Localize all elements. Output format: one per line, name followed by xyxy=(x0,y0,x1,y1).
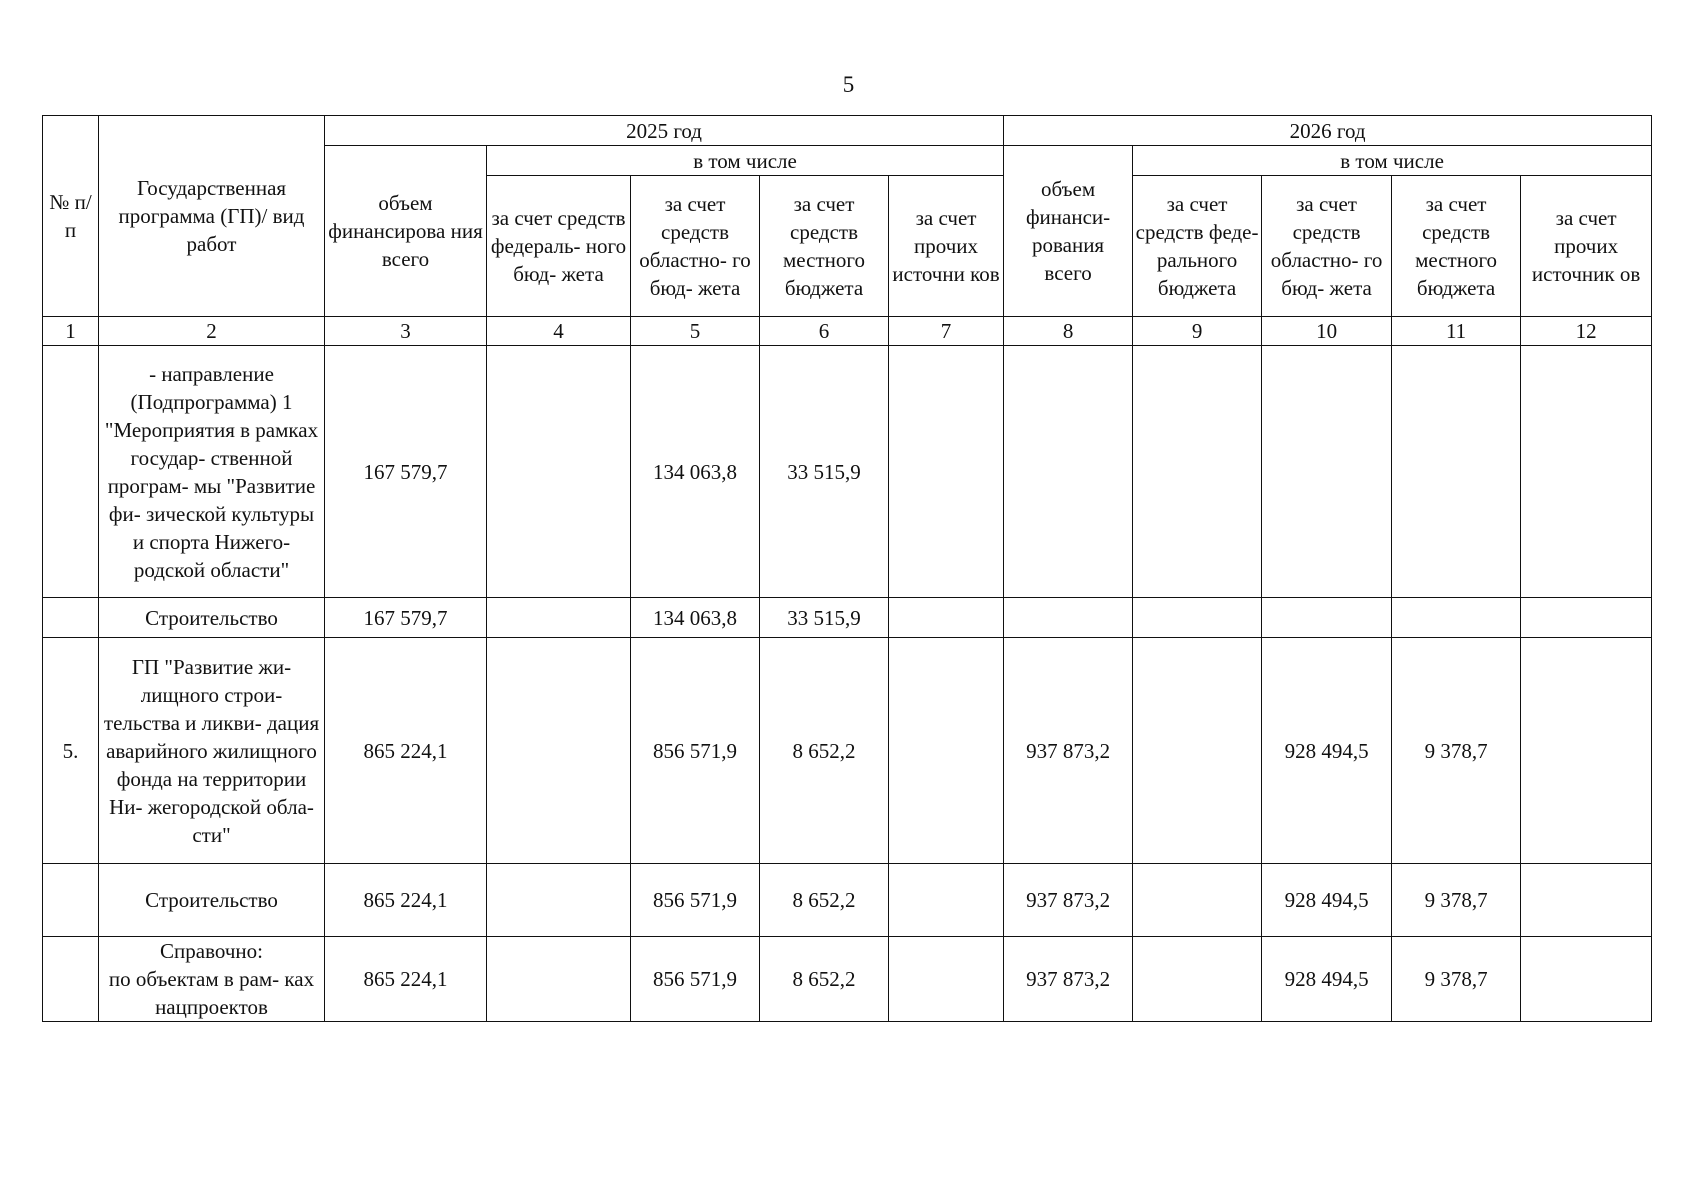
header-2025-regional: за счет средств областно- го бюд- жета xyxy=(631,176,760,317)
cell-2025-other xyxy=(889,598,1004,638)
cell-2026-regional: 928 494,5 xyxy=(1262,638,1392,864)
table-row xyxy=(43,638,1652,864)
header-2025-local: за счет средств местного бюджета xyxy=(760,176,889,317)
cell-2026-other xyxy=(1521,598,1652,638)
cell-2026-federal xyxy=(1133,638,1262,864)
header-2026-local: за счет средств местного бюджета xyxy=(1392,176,1521,317)
table-row xyxy=(43,937,1652,1022)
column-number: 10 xyxy=(1262,317,1392,346)
row-number xyxy=(43,598,99,638)
cell-2026-regional xyxy=(1262,598,1392,638)
column-number: 8 xyxy=(1004,317,1133,346)
cell-2026-other xyxy=(1521,937,1652,1022)
cell-2025-federal xyxy=(487,937,631,1022)
cell-2025-other xyxy=(889,864,1004,937)
header-2026-federal: за счет средств феде- рального бюджета xyxy=(1133,176,1262,317)
row-number xyxy=(43,864,99,937)
column-number: 3 xyxy=(325,317,487,346)
reference-description: по объектам в рам- ках нацпроектов xyxy=(108,967,315,1019)
header-2026-regional: за счет средств областно- го бюд- жета xyxy=(1262,176,1392,317)
cell-2026-total: 937 873,2 xyxy=(1004,638,1133,864)
header-col-program: Государственная программа (ГП)/ вид работ xyxy=(99,116,325,317)
table-row xyxy=(43,598,1652,638)
cell-2026-other xyxy=(1521,346,1652,598)
cell-2025-federal xyxy=(487,598,631,638)
cell-2025-local: 8 652,2 xyxy=(760,638,889,864)
cell-2025-regional: 856 571,9 xyxy=(631,937,760,1022)
cell-2025-total: 167 579,7 xyxy=(325,346,487,598)
cell-2026-local: 9 378,7 xyxy=(1392,864,1521,937)
cell-2026-total: 937 873,2 xyxy=(1004,937,1133,1022)
cell-2026-local xyxy=(1392,346,1521,598)
budget-table xyxy=(42,115,1652,1022)
cell-2026-regional: 928 494,5 xyxy=(1262,864,1392,937)
cell-2025-total: 865 224,1 xyxy=(325,638,487,864)
table-row xyxy=(43,346,1652,598)
column-number: 5 xyxy=(631,317,760,346)
column-number-row xyxy=(43,317,1652,346)
row-number: 5. xyxy=(43,638,99,864)
column-number: 2 xyxy=(99,317,325,346)
header-2026-other: за счет прочих источник ов xyxy=(1521,176,1652,317)
cell-2025-local: 8 652,2 xyxy=(760,864,889,937)
row-program-name xyxy=(99,937,325,1022)
column-number: 4 xyxy=(487,317,631,346)
cell-2025-regional: 134 063,8 xyxy=(631,346,760,598)
header-2025-total: объем финансирова ния всего xyxy=(325,146,487,317)
header-2025-federal: за счет средств федераль- ного бюд- жета xyxy=(487,176,631,317)
cell-2025-total: 865 224,1 xyxy=(325,864,487,937)
cell-2025-federal xyxy=(487,346,631,598)
page-number: 5 xyxy=(842,72,855,97)
cell-2025-local: 33 515,9 xyxy=(760,598,889,638)
cell-2025-regional: 856 571,9 xyxy=(631,864,760,937)
cell-2025-local: 33 515,9 xyxy=(760,346,889,598)
cell-2026-federal xyxy=(1133,937,1262,1022)
cell-2026-local: 9 378,7 xyxy=(1392,638,1521,864)
row-program-name: ГП "Развитие жи- лищного строи- тельства и ликви- дация аварийного жилищного фонда на территории Ни- жегородской обла- сти" xyxy=(99,638,325,864)
cell-2025-total: 167 579,7 xyxy=(325,598,487,638)
cell-2026-total xyxy=(1004,598,1133,638)
row-program-name: Строительство xyxy=(99,598,325,638)
cell-2026-other xyxy=(1521,638,1652,864)
cell-2026-federal xyxy=(1133,864,1262,937)
column-number: 11 xyxy=(1392,317,1521,346)
cell-2026-total xyxy=(1004,346,1133,598)
column-number: 9 xyxy=(1133,317,1262,346)
header-year-2025: 2025 год xyxy=(325,116,1004,146)
table-row xyxy=(43,864,1652,937)
cell-2025-federal xyxy=(487,864,631,937)
header-2025-other: за счет прочих источни ков xyxy=(889,176,1004,317)
header-2025-including: в том числе xyxy=(487,146,1004,176)
row-program-name: - направление (Подпрограмма) 1 "Мероприятия в рамках государ- ственной програм- мы "Развитие фи- зической культуры и спорта Нижего- родской области" xyxy=(99,346,325,598)
cell-2026-local: 9 378,7 xyxy=(1392,937,1521,1022)
row-number xyxy=(43,346,99,598)
cell-2026-federal xyxy=(1133,346,1262,598)
cell-2026-local xyxy=(1392,598,1521,638)
cell-2025-regional: 856 571,9 xyxy=(631,638,760,864)
cell-2025-federal xyxy=(487,638,631,864)
column-number: 12 xyxy=(1521,317,1652,346)
cell-2025-regional: 134 063,8 xyxy=(631,598,760,638)
header-year-2026: 2026 год xyxy=(1004,116,1652,146)
column-number: 7 xyxy=(889,317,1004,346)
cell-2025-other xyxy=(889,346,1004,598)
header-col-num: № п/п xyxy=(43,116,99,317)
cell-2025-other xyxy=(889,638,1004,864)
cell-2025-other xyxy=(889,937,1004,1022)
cell-2026-other xyxy=(1521,864,1652,937)
column-number: 1 xyxy=(43,317,99,346)
cell-2025-total: 865 224,1 xyxy=(325,937,487,1022)
column-number: 6 xyxy=(760,317,889,346)
row-number xyxy=(43,937,99,1022)
cell-2026-regional: 928 494,5 xyxy=(1262,937,1392,1022)
cell-2026-total: 937 873,2 xyxy=(1004,864,1133,937)
cell-2025-local: 8 652,2 xyxy=(760,937,889,1022)
cell-2026-regional xyxy=(1262,346,1392,598)
cell-2026-federal xyxy=(1133,598,1262,638)
header-2026-total: объем финанси- рования всего xyxy=(1004,146,1133,317)
row-program-name: Строительство xyxy=(99,864,325,937)
header-2026-including: в том числе xyxy=(1133,146,1652,176)
header-row-years xyxy=(43,116,1652,146)
reference-label: Справочно: xyxy=(160,939,263,963)
